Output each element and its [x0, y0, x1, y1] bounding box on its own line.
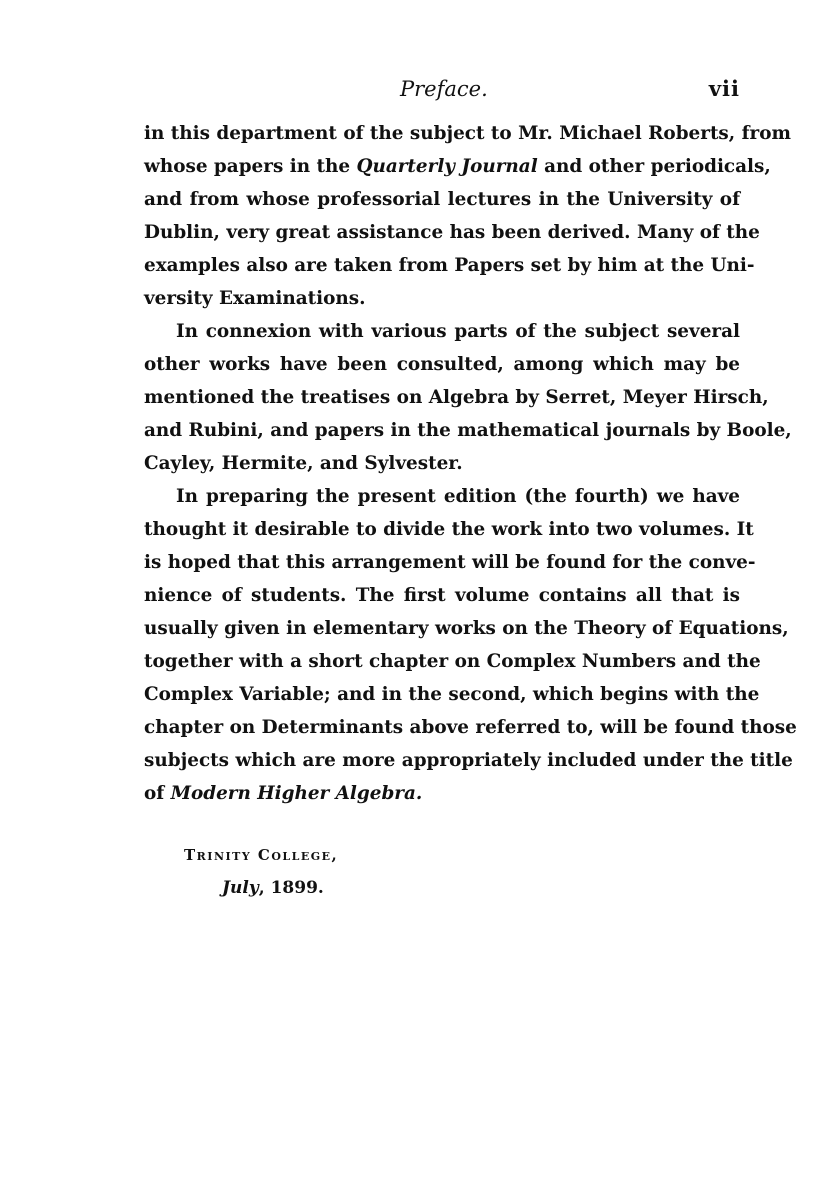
paragraph: [144, 315, 792, 480]
signature-year: , 1899.: [258, 878, 324, 898]
text-segment: and other periodicals,: [537, 156, 771, 177]
paragraph: [144, 480, 797, 810]
text-line: In preparing the present edition (the fourth) we have: [176, 486, 740, 507]
page-header: [144, 74, 740, 108]
text-line: subjects which are more appropriately included under the title: [144, 750, 793, 771]
text-line: chapter on Determinants above referred to, will be found those: [144, 717, 797, 738]
text-line: [144, 777, 740, 810]
italic-title: Quarterly Journal: [356, 156, 538, 177]
text-line: and Rubini, and papers in the mathematical journals by Boole,: [144, 420, 792, 441]
running-title: Preface.: [400, 77, 488, 101]
text-segment: of: [144, 783, 171, 804]
text-line: Dublin, very great assistance has been derived. Many of the: [144, 222, 760, 243]
text-line: Cayley, Hermite, and Sylvester.: [144, 453, 463, 474]
text-segment: whose papers in the: [144, 156, 357, 177]
text-line: thought it desirable to divide the work into two volumes. It: [144, 519, 754, 540]
text-line: versity Examinations.: [144, 288, 366, 309]
page-number: vii: [708, 76, 740, 101]
signature-place: Trinity College,: [184, 846, 339, 864]
text-line: nience of students. The first volume contains all that is: [144, 585, 740, 606]
text-line: Complex Variable; and in the second, which begins with the: [144, 684, 760, 705]
text-line: together with a short chapter on Complex Numbers and the: [144, 651, 761, 672]
text-line: [144, 150, 771, 183]
text-line: usually given in elementary works on the Theory of Equations,: [144, 618, 789, 639]
signature-month: July: [222, 878, 259, 898]
text-line: and from whose professorial lectures in the University of: [144, 189, 740, 210]
signature-date: [222, 874, 324, 902]
text-line: other works have been consulted, among which may be: [144, 354, 740, 375]
preface-body: [144, 117, 797, 810]
paragraph: [144, 117, 791, 315]
text-line: examples also are taken from Papers set by him at the Uni-: [144, 255, 755, 276]
text-line: mentioned the treatises on Algebra by Serret, Meyer Hirsch,: [144, 387, 769, 408]
text-line: In connexion with various parts of the subject several: [176, 321, 740, 342]
text-line: is hoped that this arrangement will be found for the conve-: [144, 552, 756, 573]
italic-title: Modern Higher Algebra.: [170, 783, 423, 804]
text-line: in this department of the subject to Mr. Michael Roberts, from: [144, 123, 791, 144]
